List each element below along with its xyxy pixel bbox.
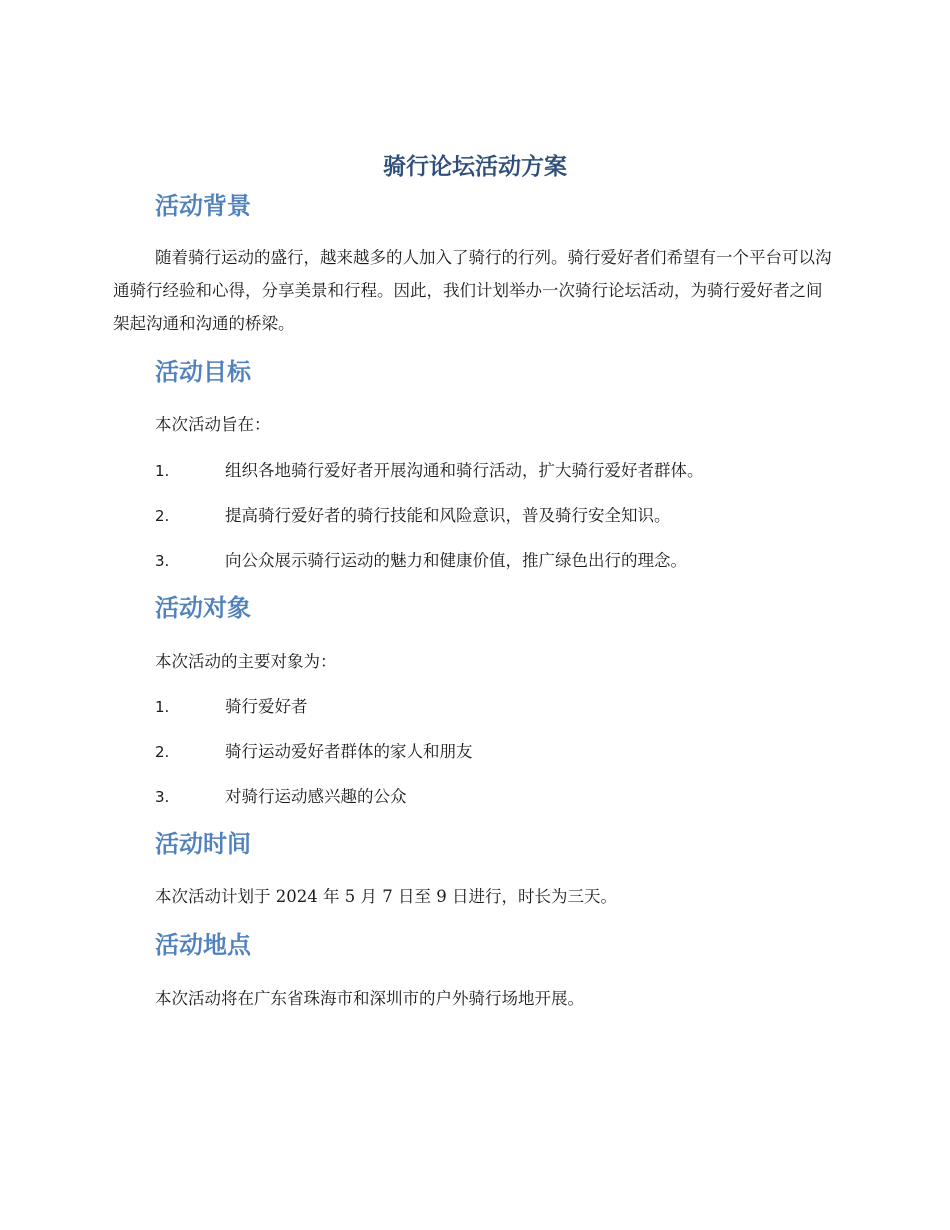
list-number: 3. xyxy=(155,552,170,570)
list-text: 骑行运动爱好者群体的家人和朋友 xyxy=(225,742,473,761)
time-text: 本次活动计划于 2024 年 5 月 7 日至 9 日进行，时长为三天。 xyxy=(155,887,617,906)
heading-audience: 活动对象 xyxy=(155,594,251,622)
list-number: 1. xyxy=(155,698,170,716)
location-text: 本次活动将在广东省珠海市和深圳市的户外骑行场地开展。 xyxy=(155,989,584,1008)
heading-goals: 活动目标 xyxy=(155,358,251,386)
list-text: 对骑行运动感兴趣的公众 xyxy=(225,787,407,806)
list-text: 组织各地骑行爱好者开展沟通和骑行活动，扩大骑行爱好者群体。 xyxy=(225,461,704,480)
list-number: 2. xyxy=(155,743,170,761)
list-text: 骑行爱好者 xyxy=(225,697,308,716)
list-number: 1. xyxy=(155,462,170,480)
list-text: 提高骑行爱好者的骑行技能和风险意识，普及骑行安全知识。 xyxy=(225,506,671,525)
list-number: 2. xyxy=(155,507,170,525)
list-number: 3. xyxy=(155,788,170,806)
heading-location: 活动地点 xyxy=(155,931,251,959)
heading-time: 活动时间 xyxy=(155,830,251,858)
audience-intro: 本次活动的主要对象为： xyxy=(155,652,337,671)
list-text: 向公众展示骑行运动的魅力和健康价值，推广绿色出行的理念。 xyxy=(225,551,687,570)
paragraph-background: 随着骑行运动的盛行，越来越多的人加入了骑行的行列。骑行爱好者们希望有一个平台可以沟通骑行经验和心得，分享美景和行程。因此，我们计划举办一次骑行论坛活动，为骑行爱好者之间架起沟通和沟通的桥梁。 xyxy=(113,248,832,333)
document-title: 骑行论坛活动方案 xyxy=(383,154,567,180)
goals-intro: 本次活动旨在： xyxy=(155,415,271,434)
heading-background: 活动背景 xyxy=(155,192,251,220)
